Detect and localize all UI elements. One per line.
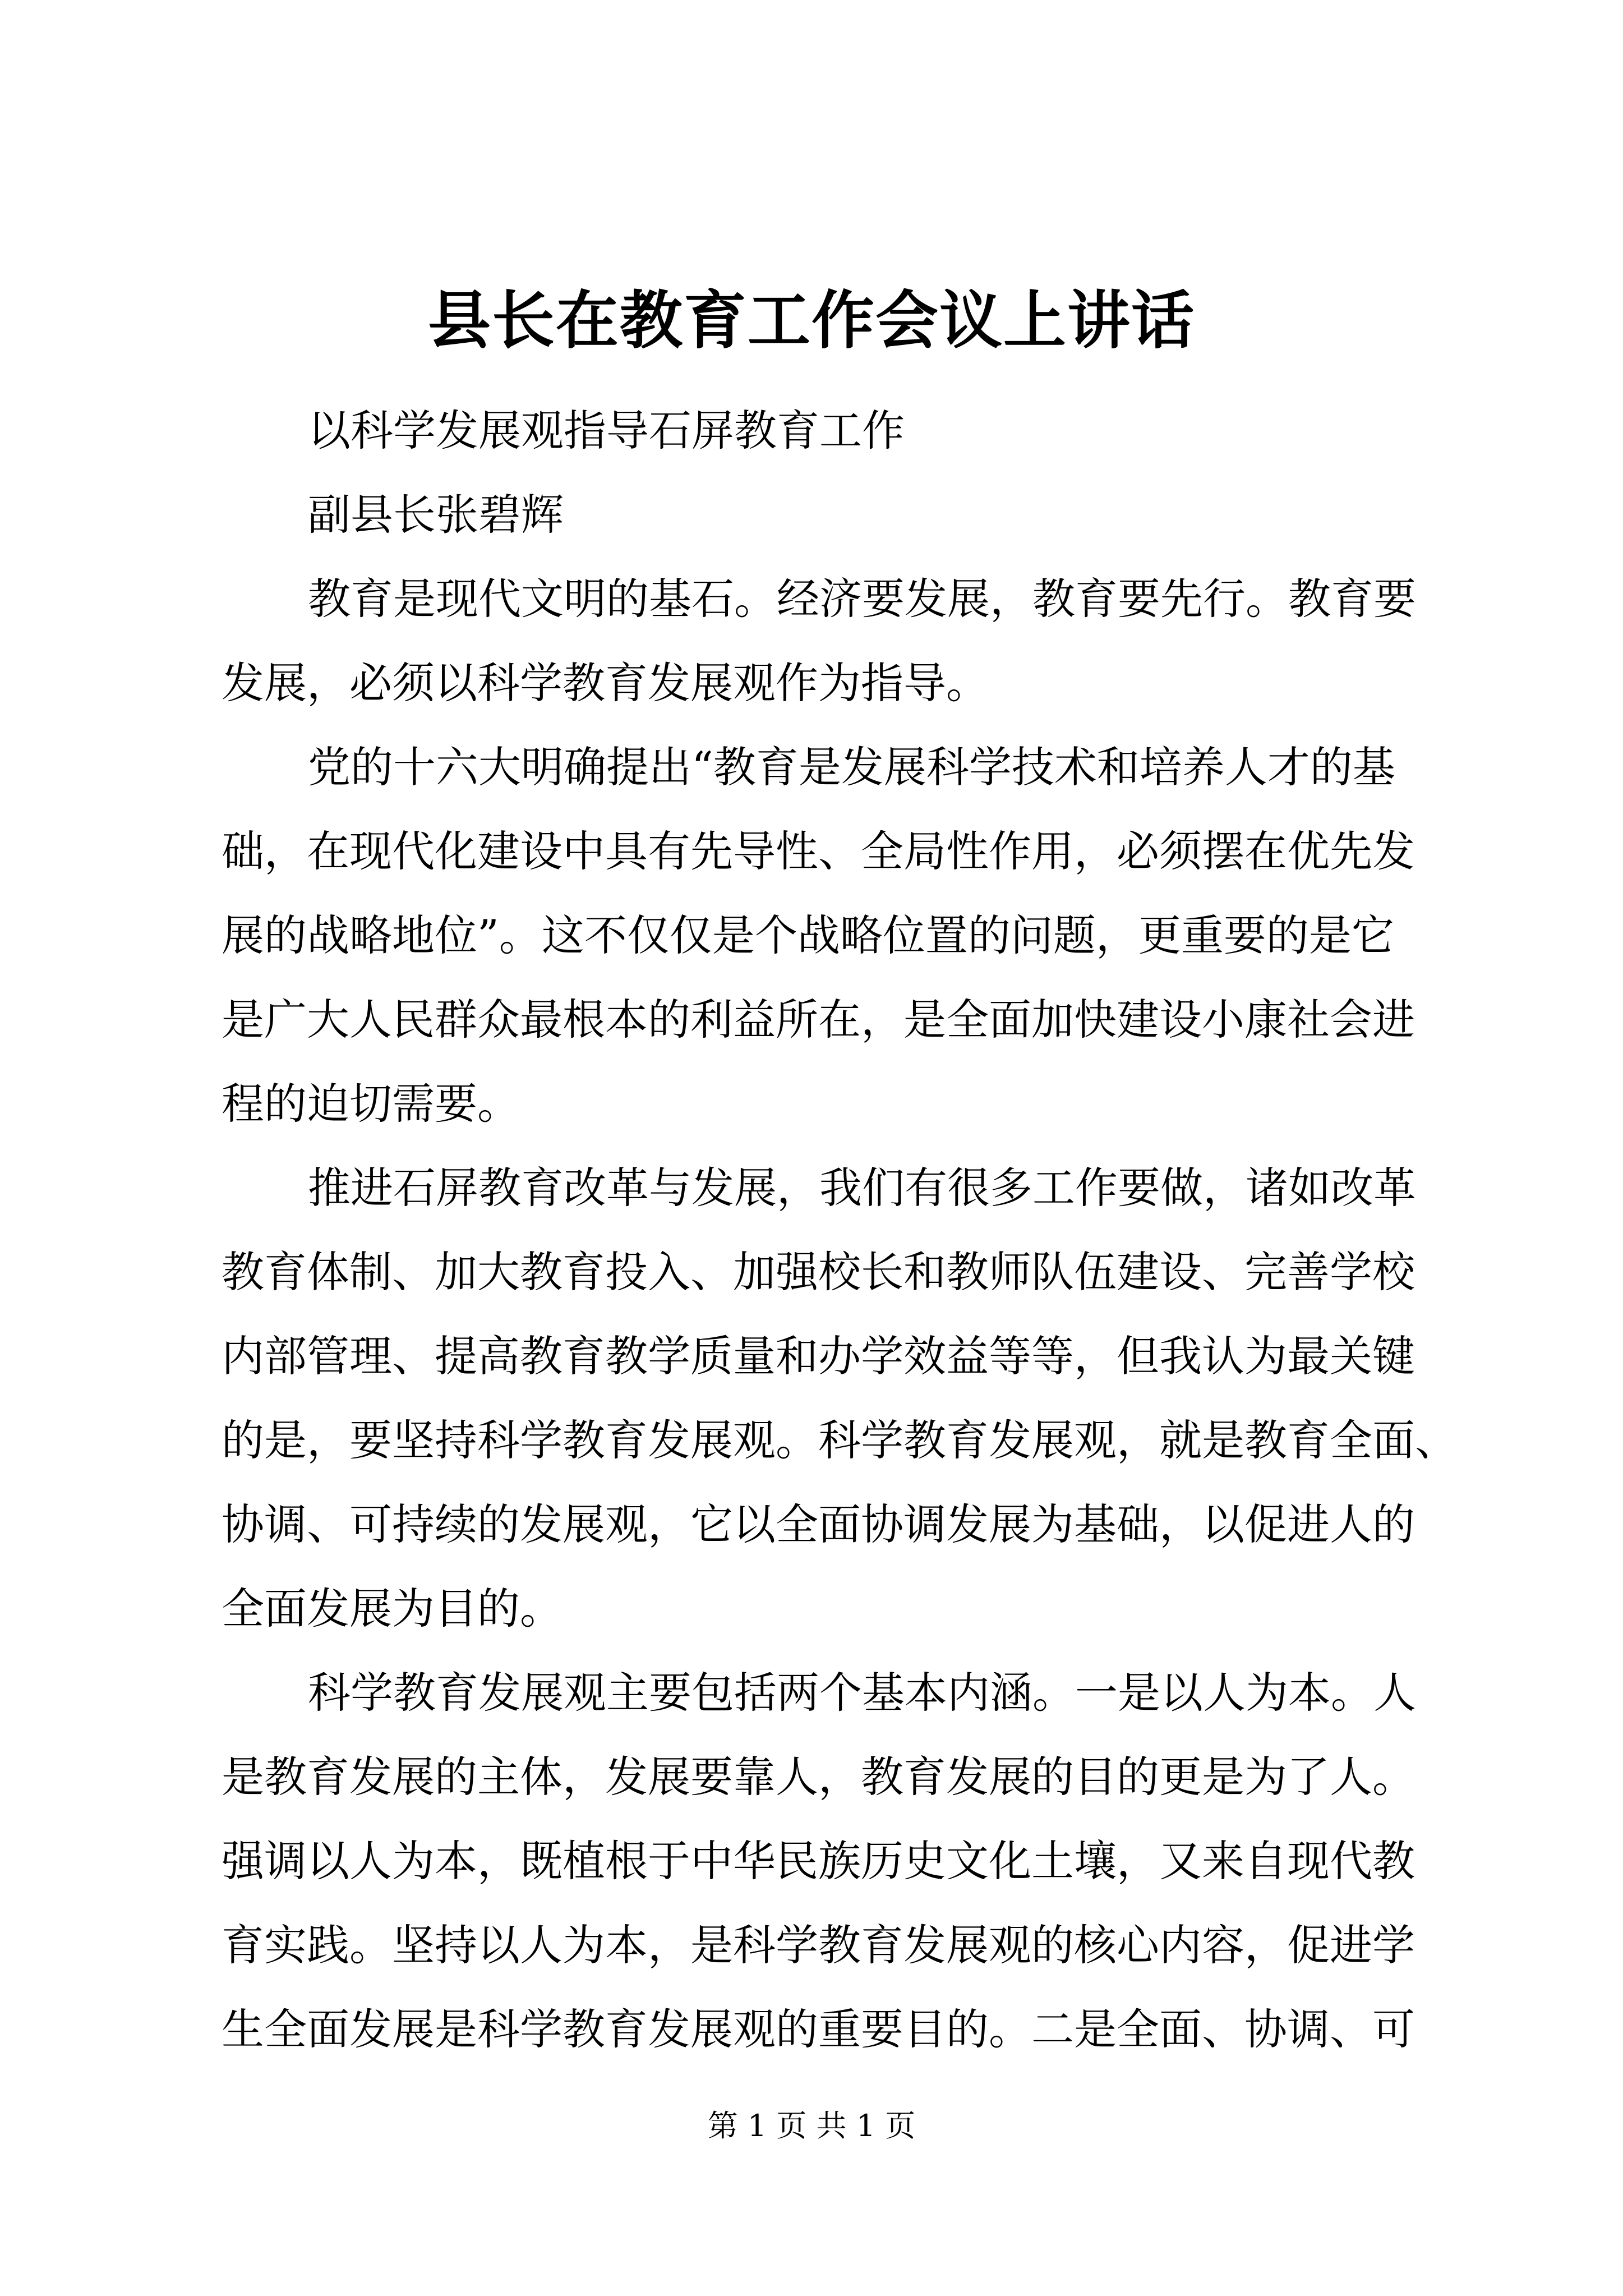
page-footer: 第 1 页 共 1 页 [707, 2108, 916, 2143]
body-line: 育实践。坚持以人为本，是科学教育发展观的核心内容，促进学 [222, 1920, 1415, 1970]
body-line: 强调以人为本，既植根于中华民族历史文化土壤，又来自现代教 [222, 1836, 1415, 1886]
body-line: 科学教育发展观主要包括两个基本内涵。一是以人为本。人 [308, 1668, 1416, 1718]
body-line: 教育体制、加大教育投入、加强校长和教师队伍建设、完善学校 [222, 1247, 1415, 1297]
body-line: 内部管理、提高教育教学质量和办学效益等等，但我认为最关键 [222, 1331, 1415, 1381]
body-line: 础，在现代化建设中具有先导性、全局性作用，必须摆在优先发 [222, 826, 1415, 876]
document-body [222, 389, 1458, 2072]
body-line: 程的迫切需要。 [222, 1079, 520, 1129]
body-line: 协调、可持续的发展观，它以全面协调发展为基础，以促进人的 [222, 1499, 1415, 1549]
body-line: 生全面发展是科学教育发展观的重要目的。二是全面、协调、可 [222, 2004, 1415, 2054]
body-line: 展的战略地位”。这不仅仅是个战略位置的问题，更重要的是它 [222, 910, 1394, 960]
body-line: 是教育发展的主体，发展要靠人，教育发展的目的更是为了人。 [222, 1752, 1415, 1802]
body-line: 是广大人民群众最根本的利益所在，是全面加快建设小康社会进 [222, 995, 1415, 1045]
body-line: 发展，必须以科学教育发展观作为指导。 [222, 658, 989, 708]
document-title: 县长在教育工作会议上讲话 [428, 284, 1195, 357]
body-line: 的是，要坚持科学教育发展观。科学教育发展观，就是教育全面、 [222, 1415, 1458, 1465]
body-line: 教育是现代文明的基石。经济要发展，教育要先行。教育要 [308, 574, 1416, 624]
body-line: 全面发展为目的。 [222, 1584, 562, 1634]
body-line: 以科学发展观指导石屏教育工作 [308, 406, 905, 455]
body-line: 副县长张碧辉 [308, 490, 564, 540]
body-line: 党的十六大明确提出“教育是发展科学技术和培养人才的基 [308, 742, 1395, 792]
body-line: 推进石屏教育改革与发展，我们有很多工作要做，诸如改革 [308, 1163, 1416, 1213]
